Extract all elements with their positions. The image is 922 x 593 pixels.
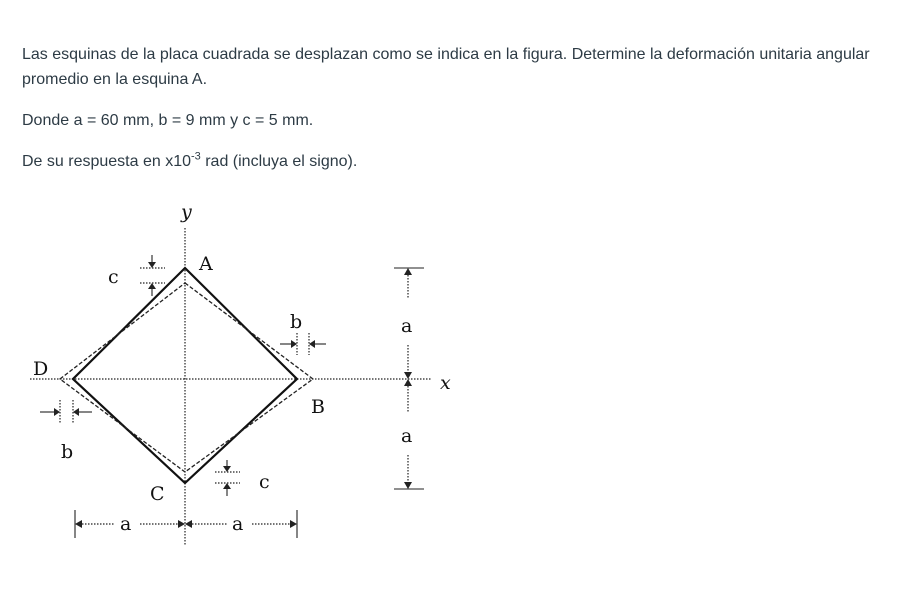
dim-c-top-label: c xyxy=(108,266,119,288)
b-left-arrow-left-head xyxy=(73,408,79,416)
y-axis-label: y xyxy=(181,201,192,223)
dim-a-horizontal-right-label: a xyxy=(232,513,244,535)
a-horiz-right-arrow-head xyxy=(290,520,297,528)
question-values: Donde a = 60 mm, b = 9 mm y c = 5 mm. xyxy=(22,112,314,129)
c-bot-arrow-down-head xyxy=(223,466,231,472)
a-vert-top-arrow-head xyxy=(404,268,412,275)
c-top-arrow-down-head xyxy=(148,262,156,268)
corner-a-label: A xyxy=(199,253,213,275)
dim-b-left-label: b xyxy=(61,441,74,463)
dim-a-horizontal-left-label: a xyxy=(120,513,132,535)
instruction-prefix: De su respuesta en x10 xyxy=(22,153,191,170)
dim-b-right-label: b xyxy=(290,311,303,333)
instruction-suffix: rad (incluya el signo). xyxy=(200,153,358,170)
x-axis-label: x xyxy=(440,372,451,394)
a-vert-bottom-arrow-head xyxy=(404,482,412,489)
dim-c-bottom-label: c xyxy=(259,471,270,493)
a-horiz-mid-arrow-right xyxy=(178,520,185,528)
b-right-arrow-left-head xyxy=(309,340,315,348)
a-vert-mid-arrow-up xyxy=(404,379,412,386)
a-horiz-left-arrow-head xyxy=(75,520,82,528)
b-right-arrow-right-head xyxy=(291,340,297,348)
corner-d-label: D xyxy=(33,358,49,380)
instruction-exponent: -3 xyxy=(191,150,201,163)
corner-c-label: C xyxy=(150,483,165,505)
dim-a-vertical-top-label: a xyxy=(401,315,413,337)
a-vert-mid-arrow-down xyxy=(404,372,412,379)
a-horiz-mid-arrow-left xyxy=(185,520,192,528)
question-statement: Las esquinas de la placa cuadrada se desplazan como se indica en la figura. Determine la deformación unitaria angular promedio en la esquina A. xyxy=(22,46,870,88)
c-top-arrow-up-head xyxy=(148,283,156,289)
c-bot-arrow-up-head xyxy=(223,483,231,489)
b-left-arrow-right-head xyxy=(54,408,60,416)
dim-a-vertical-bottom-label: a xyxy=(401,425,413,447)
corner-b-label: B xyxy=(311,396,325,418)
deformed-shape xyxy=(60,283,313,472)
